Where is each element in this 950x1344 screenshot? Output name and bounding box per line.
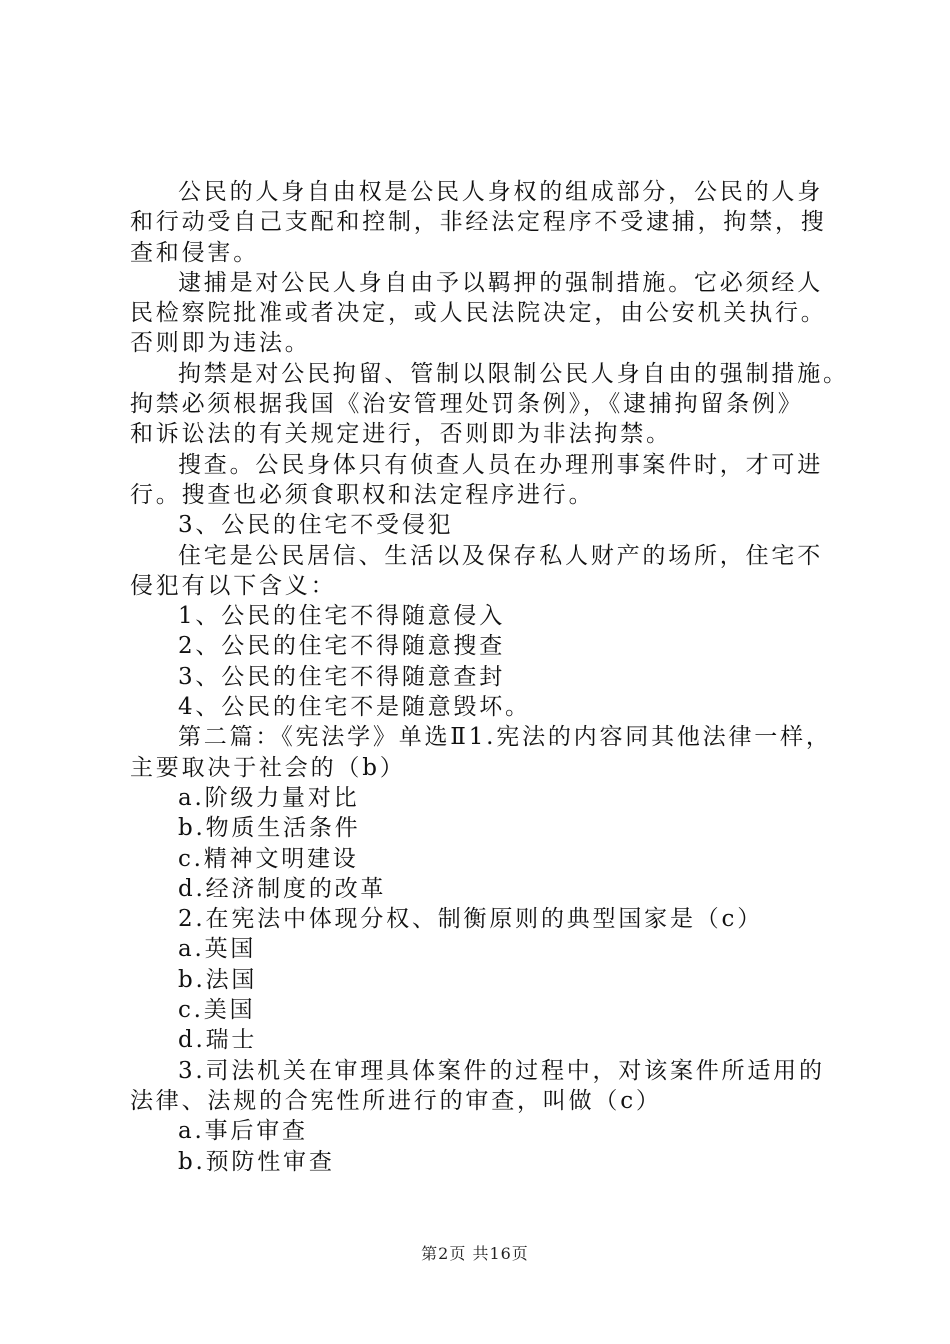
text-line: d.瑞士 (178, 1027, 258, 1054)
text-line: 3、公民的住宅不受侵犯 (178, 512, 454, 539)
text-line: c.精神文明建设 (178, 845, 359, 872)
text-line: c.美国 (178, 997, 256, 1024)
text-line: b.法国 (178, 966, 258, 993)
text-line: 行。搜查也必须食职权和法定程序进行。 (130, 481, 595, 508)
text-line: 否则即为违法。 (130, 330, 311, 357)
text-line: 和行动受自己支配和控制，非经法定程序不受逮捕，拘禁，搜 (130, 209, 827, 236)
text-line: b.物质生活条件 (178, 815, 361, 842)
text-line: 住宅是公民居信、生活以及保存私人财产的场所，住宅不 (178, 542, 823, 569)
text-line: 查和侵害。 (130, 239, 259, 266)
text-line: 主要取决于社会的（b） (130, 754, 406, 781)
text-line: 公民的人身自由权是公民人身权的组成部分，公民的人身 (178, 179, 823, 205)
text-line: a.英国 (178, 936, 257, 963)
text-line: 和诉讼法的有关规定进行，否则即为非法拘禁。 (130, 421, 672, 448)
text-line: 侵犯有以下含义： (130, 572, 337, 599)
text-line: 法律、法规的合宪性所进行的审查，叫做（c） (130, 1087, 662, 1114)
text-line: 3、公民的住宅不得随意查封 (178, 663, 506, 690)
page-footer: 第2页 共16页 (421, 1244, 529, 1263)
text-line: d.经济制度的改革 (178, 875, 387, 902)
document-body (130, 177, 850, 1177)
text-line: 4、公民的住宅不是随意毁坏。 (178, 694, 531, 721)
text-line: 2.在宪法中体现分权、制衡原则的典型国家是（c） (178, 906, 764, 933)
text-line: 拘禁是对公民拘留、管制以限制公民人身自由的强制措施。 (178, 360, 849, 387)
text-line: b.预防性审查 (178, 1148, 335, 1175)
text-line: 逮捕是对公民人身自由予以羁押的强制措施。它必须经人 (178, 269, 823, 296)
text-line: 拘禁必须根据我国《治安管理处罚条例》，《逮捕拘留条例》 (130, 391, 804, 418)
text-line: 搜查。公民身体只有侦查人员在办理刑事案件时，才可进 (178, 451, 823, 478)
text-line: 2、公民的住宅不得随意搜查 (178, 633, 506, 660)
text-line: 民检察院批准或者决定，或人民法院决定，由公安机关执行。 (130, 300, 827, 327)
text-line: a.阶级力量对比 (178, 784, 360, 811)
text-line: 1、公民的住宅不得随意侵入 (178, 603, 506, 630)
text-line: 第二篇：《宪法学》单选Ⅱ1.宪法的内容同其他法律一样， (178, 724, 832, 751)
text-line: a.事后审查 (178, 1118, 308, 1145)
text-line: 3.司法机关在审理具体案件的过程中，对该案件所适用的 (178, 1057, 825, 1084)
